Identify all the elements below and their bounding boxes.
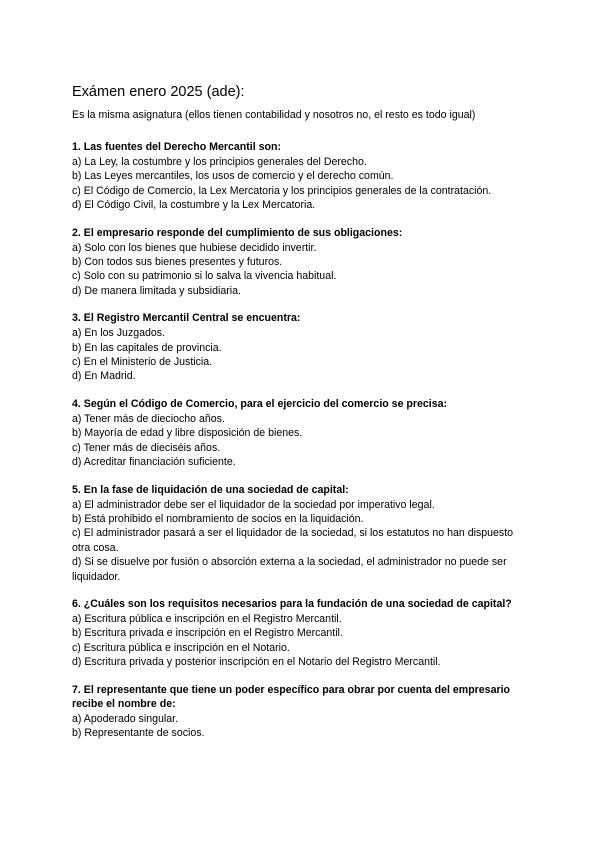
question-3: [72, 311, 532, 384]
question-5: [72, 483, 532, 584]
answer-option: c) El administrador pasará a ser el liquidador de la sociedad, si los estatutos no han dispuesto otra cosa.: [72, 527, 514, 554]
answer-option: a) La Ley, la costumbre y los principios generales del Derecho.: [72, 156, 367, 168]
answer-option: a) Apoderado singular.: [72, 712, 179, 725]
question-7: [72, 683, 532, 741]
answer-option: d) Escritura privada y posterior inscripción en el Notario del Registro Mercantil.: [72, 656, 441, 669]
question-text: 2. El empresario responde del cumplimiento de sus obligaciones:: [72, 226, 403, 239]
answer-option: a) Solo con los bienes que hubiese decidido invertir.: [72, 241, 317, 254]
answer-option: b) En las capitales de provincia.: [72, 341, 222, 354]
answer-option: b) Escritura privada e inscripción en el Registro Mercantil.: [72, 627, 343, 640]
answer-option: d) Si se disuelve por fusión o absorción externa a la sociedad, el administrador no puede ser liquidador.: [72, 556, 507, 583]
document-page: [72, 84, 532, 753]
answer-option: c) Solo con su patrimonio si lo salva la vivencia habitual.: [72, 270, 337, 283]
answer-option: a) Tener más de dieciocho años.: [72, 412, 225, 425]
question-4: [72, 397, 532, 470]
question-1: [72, 140, 532, 213]
answer-option: d) De manera limitada y subsidiaria.: [72, 284, 241, 297]
answer-option: b) Representante de socios.: [72, 726, 205, 739]
answer-option: b) Las Leyes mercantiles, los usos de comercio y el derecho común.: [72, 170, 394, 183]
answer-option: a) En los Juzgados.: [72, 327, 166, 340]
page-title: Exámen enero 2025 (ade):: [72, 84, 245, 100]
answer-option: b) Con todos sus bienes presentes y futuros.: [72, 256, 283, 269]
answer-option: d) El Código Civil, la costumbre y la Lex Mercatoria.: [72, 199, 316, 212]
question-text: 6. ¿Cuáles son los requisitos necesarios para la fundación de una sociedad de capital?: [72, 597, 512, 610]
answer-option: d) En Madrid.: [72, 370, 136, 383]
question-text: 5. En la fase de liquidación de una sociedad de capital:: [72, 483, 349, 496]
answer-option: c) Tener más de dieciséis años.: [72, 441, 221, 454]
question-text: 4. Según el Código de Comercio, para el ejercicio del comercio se precisa:: [72, 397, 448, 410]
question-text: 3. El Registro Mercantil Central se encuentra:: [72, 312, 301, 325]
answer-option: a) El administrador debe ser el liquidador de la sociedad por imperativo legal.: [72, 498, 435, 511]
question-6: [72, 597, 532, 670]
answer-option: c) En el Ministerio de Justicia.: [72, 356, 213, 369]
question-text: 7. El representante que tiene un poder específico para obrar por cuenta del empresario recibe el nombre de:: [72, 683, 511, 710]
answer-option: b) Mayoría de edad y libre disposición de bienes.: [72, 427, 303, 440]
answer-option: d) Acreditar financiación suficiente.: [72, 456, 236, 469]
answer-option: c) El Código de Comercio, la Lex Mercatoria y los principios generales de la contratación.: [72, 184, 492, 197]
intro-text: Es la misma asignatura (ellos tienen contabilidad y nosotros no, el resto es todo igual): [72, 109, 476, 121]
answer-option: a) Escritura pública e inscripción en el Registro Mercantil.: [72, 612, 342, 625]
answer-option: b) Está prohibido el nombramiento de socios en la liquidación.: [72, 512, 364, 525]
question-2: [72, 226, 532, 299]
answer-option: c) Escritura pública e inscripción en el Notario.: [72, 641, 290, 654]
question-list: [72, 140, 532, 740]
question-text: 1. Las fuentes del Derecho Mercantil son:: [72, 141, 281, 153]
